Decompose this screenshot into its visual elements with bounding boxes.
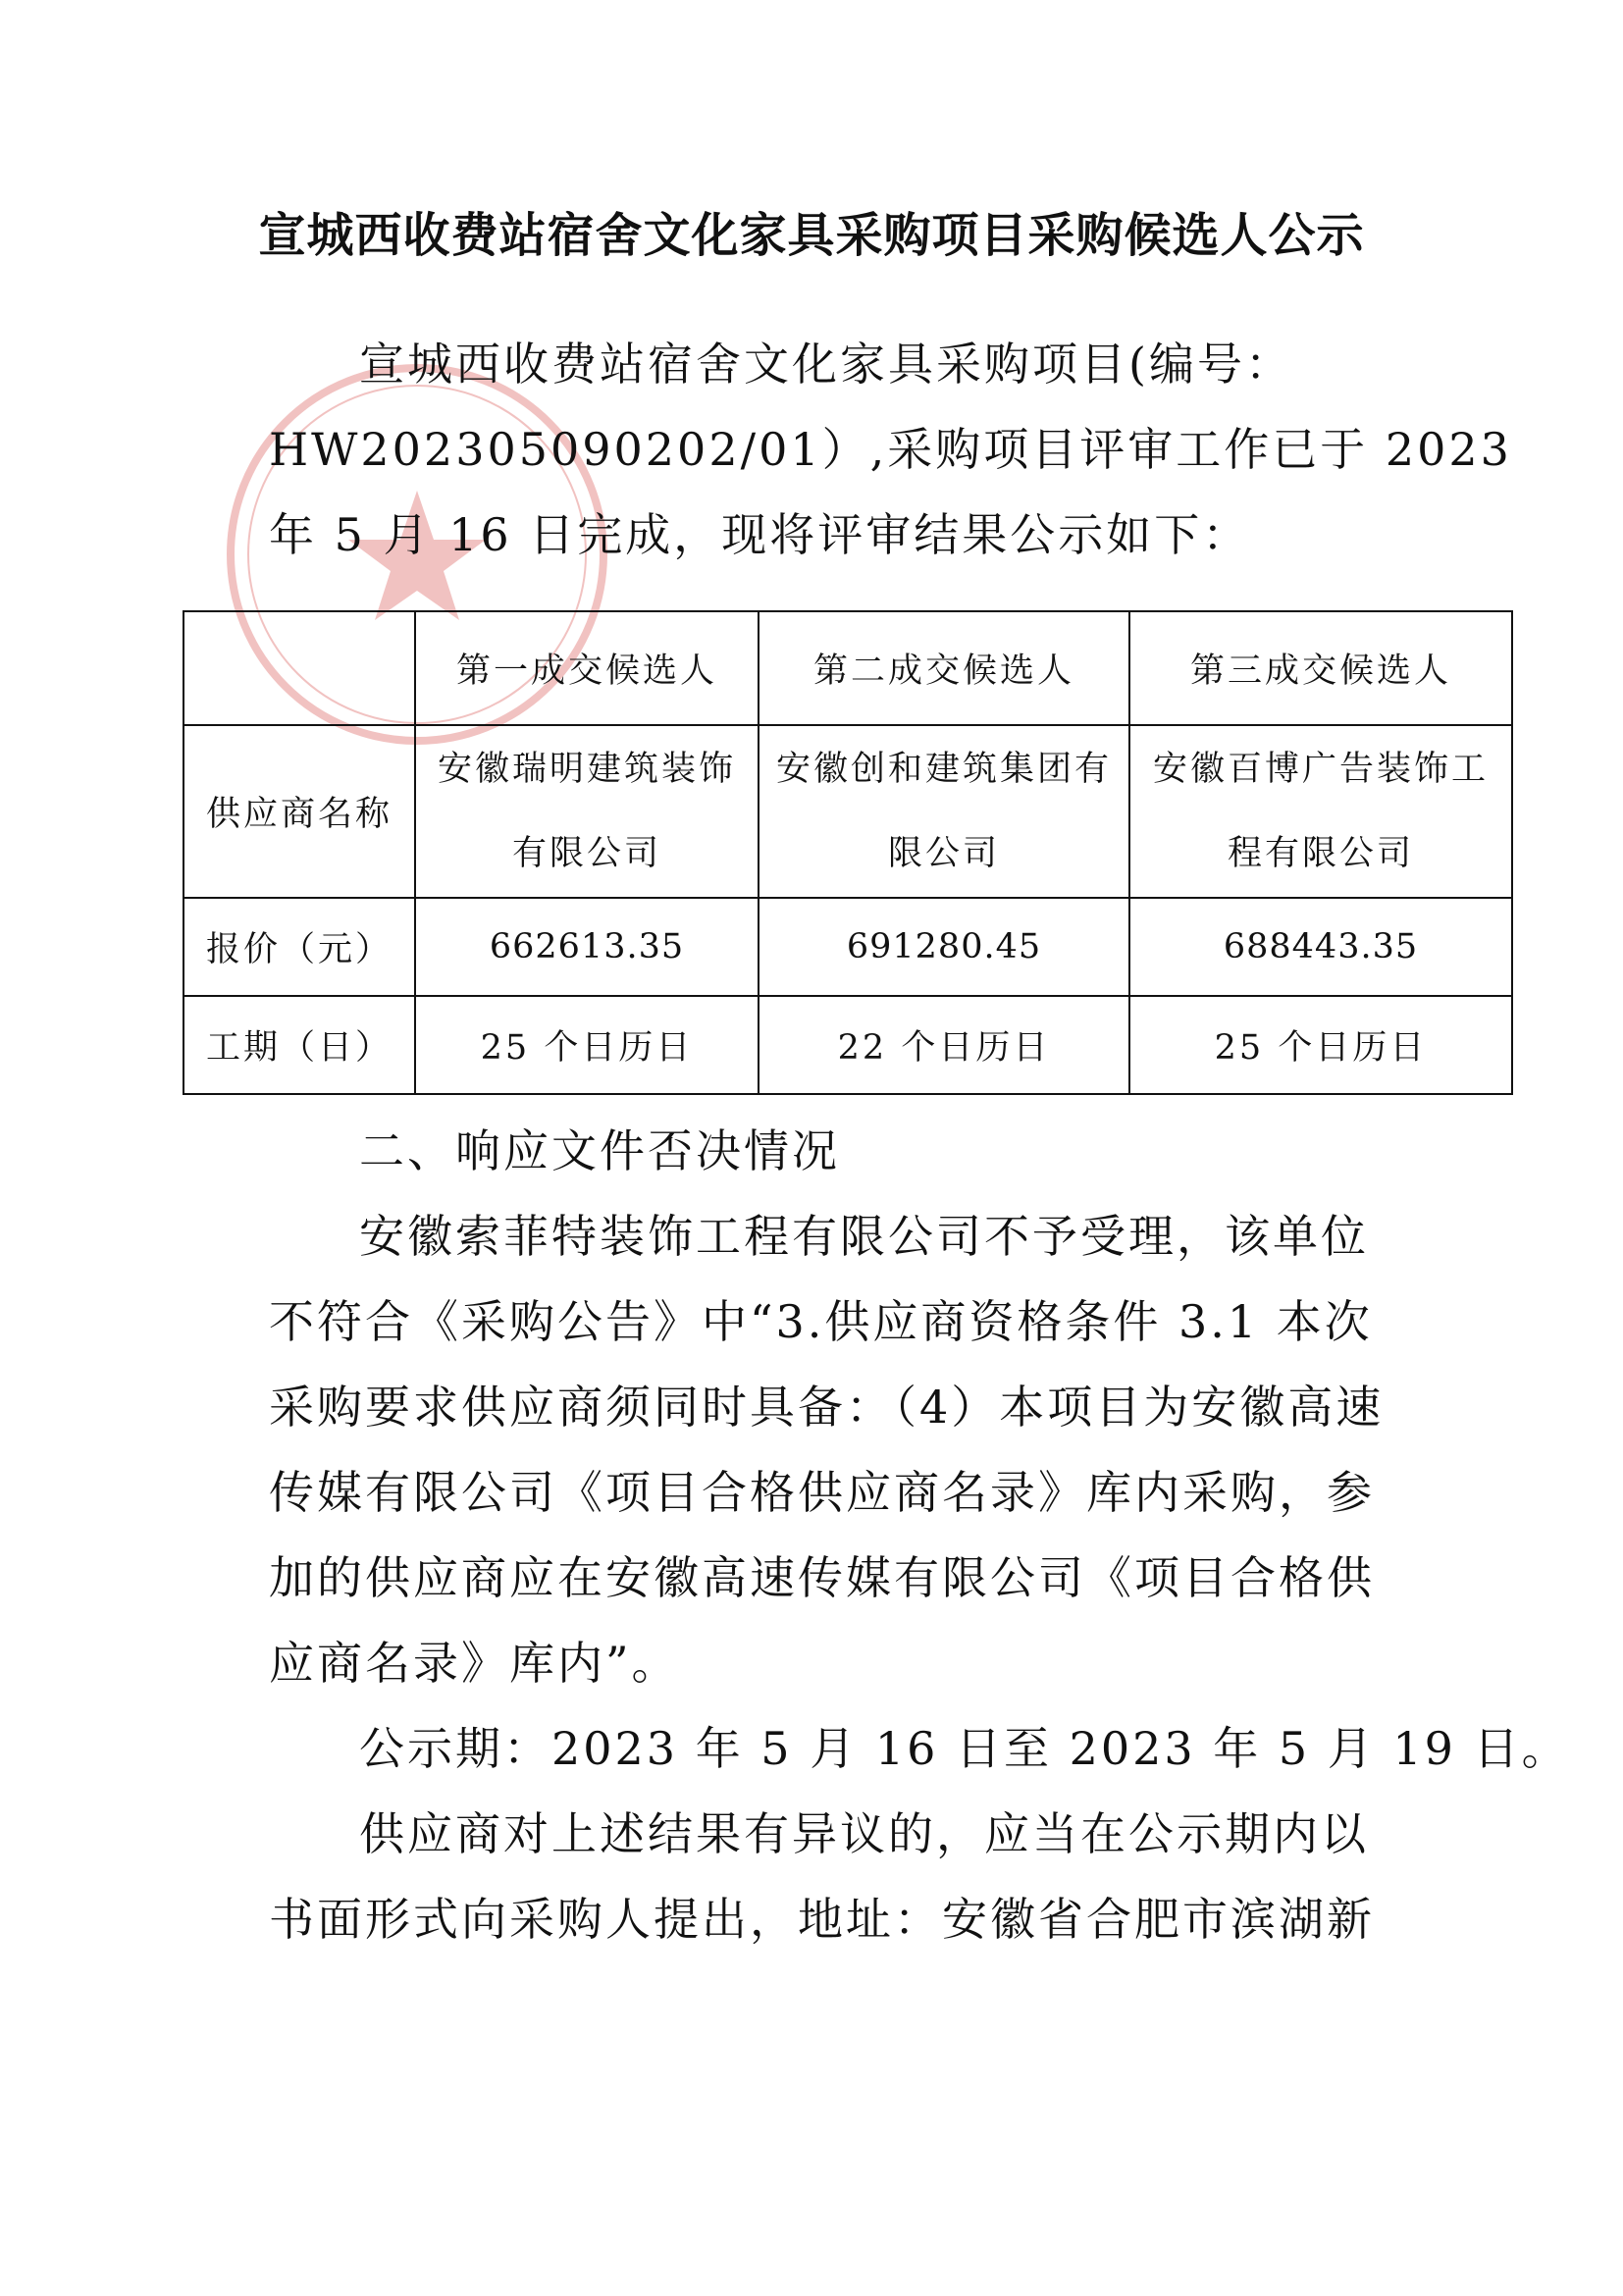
intro-paragraph <box>269 322 1512 578</box>
supplier-name-line: 安徽百博广告装饰工 <box>1152 750 1489 789</box>
row-label-supplier: 供应商名称 <box>183 725 415 898</box>
table-header-cell: 第三成交候选人 <box>1129 611 1512 725</box>
notice-period: 公示期：2023 年 5 月 16 日至 2023 年 5 月 19 日。 <box>359 1722 1570 1775</box>
supplier-name-cell <box>1129 725 1512 898</box>
row-label-period: 工期（日） <box>183 996 415 1094</box>
table-row <box>183 725 1512 898</box>
section-line: 传媒有限公司《项目合格供应商名录》库内采购，参 <box>269 1466 1375 1519</box>
supplier-name-line: 安徽创和建筑集团有 <box>775 750 1112 789</box>
supplier-name-line: 限公司 <box>887 834 1000 873</box>
price-cell: 662613.35 <box>415 898 759 996</box>
table-header-row <box>183 611 1512 725</box>
section-line: 不符合《采购公告》中“3.供应商资格条件 3.1 本次 <box>269 1295 1373 1348</box>
section-line: 应商名录》库内”。 <box>269 1637 680 1690</box>
period-cell: 25 个日历日 <box>415 996 759 1094</box>
supplier-name-cell <box>759 725 1129 898</box>
intro-line: HW202305090202/01）,采购项目评审工作已于 2023 <box>269 423 1512 476</box>
section-line: 安徽索菲特装饰工程有限公司不予受理，该单位 <box>359 1210 1369 1263</box>
row-label-price: 报价（元） <box>183 898 415 996</box>
objection-line: 供应商对上述结果有异议的，应当在公示期内以 <box>359 1807 1369 1860</box>
section-line: 加的供应商应在安徽高速传媒有限公司《项目合格供 <box>269 1551 1375 1604</box>
price-cell: 691280.45 <box>759 898 1129 996</box>
period-cell: 25 个日历日 <box>1129 996 1512 1094</box>
section2-block <box>269 1109 1570 1962</box>
table-header-cell: 第一成交候选人 <box>415 611 759 725</box>
document-title: 宣城西收费站宿舍文化家具采购项目采购候选人公示 <box>258 208 1365 263</box>
period-cell: 22 个日历日 <box>759 996 1129 1094</box>
table-row <box>183 898 1512 996</box>
intro-line: 年 5 月 16 日完成，现将评审结果公示如下： <box>269 508 1251 561</box>
price-cell: 688443.35 <box>1129 898 1512 996</box>
supplier-name-line: 安徽瑞明建筑装饰 <box>437 750 736 789</box>
supplier-name-cell <box>415 725 759 898</box>
objection-line: 书面形式向采购人提出，地址：安徽省合肥市滨湖新 <box>269 1893 1375 1946</box>
section-line: 采购要求供应商须同时具备：（4）本项目为安徽高速 <box>269 1381 1385 1434</box>
supplier-name-line: 程有限公司 <box>1227 834 1414 873</box>
supplier-name-line: 有限公司 <box>511 834 661 873</box>
intro-line: 宣城西收费站宿舍文化家具采购项目(编号： <box>359 338 1293 391</box>
table-header-cell <box>183 611 415 725</box>
candidates-table <box>183 610 1513 1095</box>
table-row <box>183 996 1512 1094</box>
section-heading: 二、响应文件否决情况 <box>359 1124 840 1177</box>
table-header-cell: 第二成交候选人 <box>759 611 1129 725</box>
